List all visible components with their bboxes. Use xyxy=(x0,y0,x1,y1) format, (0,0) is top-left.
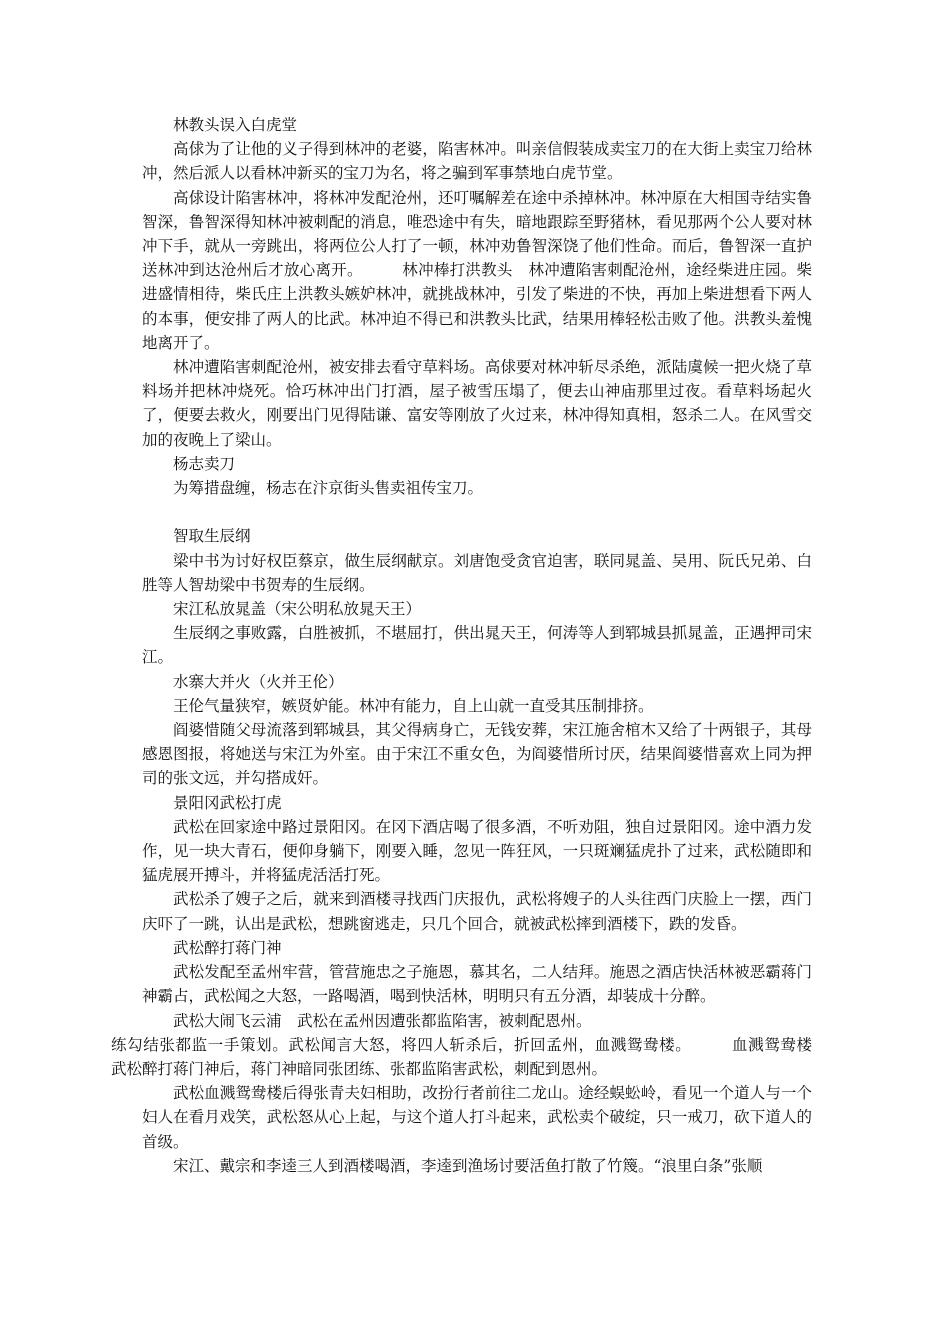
paragraph: 武松发配至孟州牢营，管营施忠之子施恩，慕其名，二人结拜。施恩之酒店快活林被恶霸蒋门神霸占，武松闻之大怒，一路喝酒，喝到快活林，明明只有五分酒，却装成十分醉。 xyxy=(142,963,812,1006)
section-title: 武松醉打蒋门神 xyxy=(173,938,282,957)
paragraph: 武松在回家途中路过景阳冈。在冈下酒店喝了很多酒，不听劝阻，独自过景阳冈。途中酒力发作，见一块大青石，便仰身躺下，刚要入睡，忽见一阵狂风，一只斑斓猛虎扑了过来，武松随即和猛虎展开搏斗，并将猛虎活活打死。 xyxy=(142,817,812,885)
section-title: 杨志卖刀 xyxy=(173,454,236,473)
paragraph: 为筹措盘缠，杨志在汴京街头售卖祖传宝刀。 xyxy=(173,479,484,498)
paragraph: 武松大闹飞云浦 武松在孟州因遭张都监陷害，被刺配恩州。 xyxy=(173,1011,592,1030)
paragraph: 生辰纲之事败露，白胜被抓，不堪屈打，供出晁天王，何涛等人到郓城县抓晁盖，正遇押司宋江。 xyxy=(142,624,812,667)
paragraph: 阎婆惜随父母流落到郓城县，其父得病身亡，无钱安葬，宋江施舍棺木又给了十两银子，其母感恩图报，将她送与宋江为外室。由于宋江不重女色，为阎婆惜所讨厌，结果阎婆惜喜欢上同为押司的张文远，并勾搭成奸。 xyxy=(142,721,812,788)
body-text xyxy=(111,113,828,1178)
section-title: 宋江私放晁盖（宋公明私放晁天王） xyxy=(173,600,422,619)
paragraph: 高俅设计陷害林冲，将林冲发配沧州，还叮嘱解差在途中杀掉林冲。林冲原在大相国寺结实鲁智深，鲁智深得知林冲被刺配的消息，唯恐途中有失，暗地跟踪至野猪林，看见那两个公人要对林冲下手，就从一旁跳出，将两位公人打了一顿，林冲劝鲁智深饶了他们性命。而后，鲁智深一直护送林冲到达沧州后才放心离开。 林冲棒打洪教头 林冲遭陷害刺配沧州，途经柴进庄园。柴进盛情相待，柴氏庄上洪教头嫉妒林冲，就挑战林冲，引发了柴进的不快，再加上柴进想看下两人的本事，便安排了两人的比武。林冲迫不得已和洪教头比武，结果用棒轻松击败了他。洪教头羞愧地离开了。 xyxy=(142,188,812,352)
section-title: 智取生辰纲 xyxy=(173,527,251,546)
section-title: 景阳冈武松打虎 xyxy=(173,793,282,812)
paragraph: 梁中书为讨好权臣蔡京，做生辰纲献京。刘唐饱受贪官迫害，联同晁盖、吴用、阮氏兄弟、白胜等人智劫梁中书贺寿的生辰纲。 xyxy=(142,551,812,594)
section-title: 水寨大并火（火并王伦） xyxy=(173,672,344,691)
paragraph: 林冲遭陷害刺配沧州，被安排去看守草料场。高俅要对林冲斩尽杀绝，派陆虞候一把火烧了草料场并把林冲烧死。恰巧林冲出门打酒，屋子被雪压塌了，便去山神庙那里过夜。看草料场起火了，便要去救火，刚要出门见得陆谦、富安等刚放了火过来，林冲得知真相，怒杀二人。在风雪交加的夜晚上了梁山。 xyxy=(142,358,812,449)
paragraph: 武松血溅鸳鸯楼后得张青夫妇相助，改扮行者前往二龙山。途经蜈蚣岭，看见一个道人与一个妇人在看月戏笑，武松怒从心上起，与这个道人打斗起来，武松卖个破绽，只一戒刀，砍下道人的首级。 xyxy=(142,1084,812,1151)
paragraph: 武松杀了嫂子之后，就来到酒楼寻找西门庆报仇，武松将嫂子的人头往西门庆脸上一摆，西门庆吓了一跳，认出是武松，想跳窗逃走，只几个回合，就被武松摔到酒楼下，跌的发昏。 xyxy=(142,890,812,933)
paragraph: 宋江、戴宗和李逵三人到酒楼喝酒，李逵到渔场讨要活鱼打散了竹篾。“浪里白条”张顺 xyxy=(173,1156,763,1175)
paragraph: 王伦气量狭窄，嫉贤妒能。林冲有能力，自上山就一直受其压制排挤。 xyxy=(173,696,654,715)
paragraph: 练勾结张都监一手策划。武松闻言大怒，将四人斩杀后，折回孟州，血溅鸳鸯楼。 血溅鸳鸯楼 武松醉打蒋门神后，蒋门神暗同张团练、张都监陷害武松，刺配到恩州。 xyxy=(111,1035,828,1078)
section-title: 林教头误入白虎堂 xyxy=(173,116,298,134)
blank-line xyxy=(142,500,812,524)
paragraph: 高俅为了让他的义子得到林冲的老婆，陷害林冲。叫亲信假装成卖宝刀的在大街上卖宝刀给林冲，然后派人以看林冲新买的宝刀为名，将之骗到军事禁地白虎节堂。 xyxy=(142,140,812,183)
